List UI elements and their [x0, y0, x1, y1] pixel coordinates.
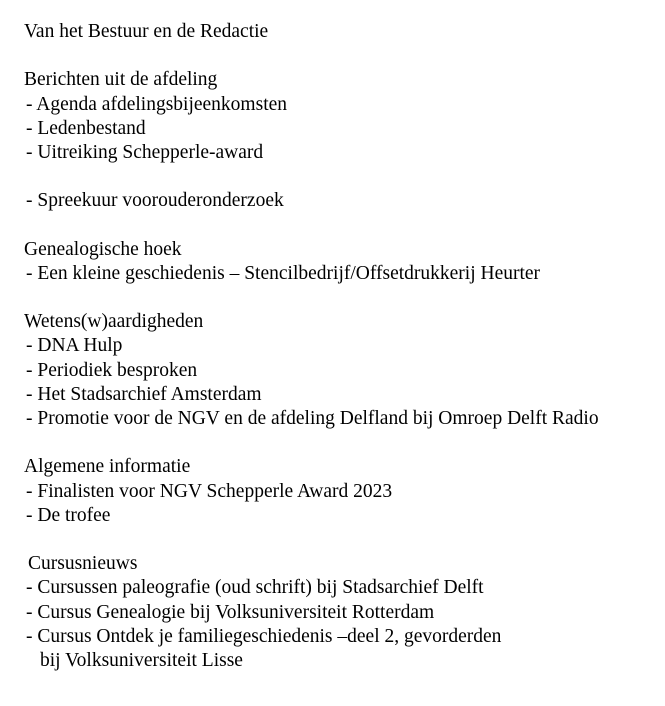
- list-item: - Cursus Ontdek je familiegeschiedenis –deel 2, gevorderden: [26, 625, 502, 647]
- list-item: - Promotie voor de NGV en de afdeling Delfland bij Omroep Delft Radio: [26, 408, 599, 429]
- list-item: - Periodiek besproken: [26, 359, 198, 381]
- list-item: - De trofee: [26, 504, 111, 526]
- list-item: - Cursussen paleografie (oud schrift) bij Stadsarchief Delft: [26, 577, 484, 599]
- list-item: - Agenda afdelingsbijeenkomsten: [26, 93, 288, 115]
- section-heading-cursusnieuws: Cursusnieuws: [28, 553, 138, 575]
- list-item: - Het Stadsarchief Amsterdam: [26, 383, 262, 405]
- section-heading-berichten: Berichten uit de afdeling: [24, 69, 218, 91]
- list-item: - Ledenbestand: [26, 117, 146, 139]
- list-item: - Finalisten voor NGV Schepperle Award 2023: [26, 480, 393, 502]
- list-item: - Uitreiking Schepperle-award: [26, 141, 264, 163]
- list-item-continuation: bij Volksuniversiteit Lisse: [40, 649, 243, 671]
- document-page: [24, 20, 657, 673]
- list-item: - Een kleine geschiedenis – Stencilbedrijf/Offsetdrukkerij Heurter: [26, 262, 541, 284]
- list-item: - Cursus Genealogie bij Volksuniversiteit Rotterdam: [26, 601, 435, 623]
- list-item: - DNA Hulp: [26, 335, 123, 357]
- list-item: - Spreekuur voorouderonderzoek: [26, 190, 284, 212]
- section-heading-algemene-informatie: Algemene informatie: [24, 456, 191, 478]
- section-heading-genealogische-hoek: Genealogische hoek: [24, 238, 182, 260]
- document-title: Van het Bestuur en de Redactie: [24, 21, 269, 42]
- section-heading-wetenswaardigheden: Wetens(w)aardigheden: [24, 311, 204, 333]
